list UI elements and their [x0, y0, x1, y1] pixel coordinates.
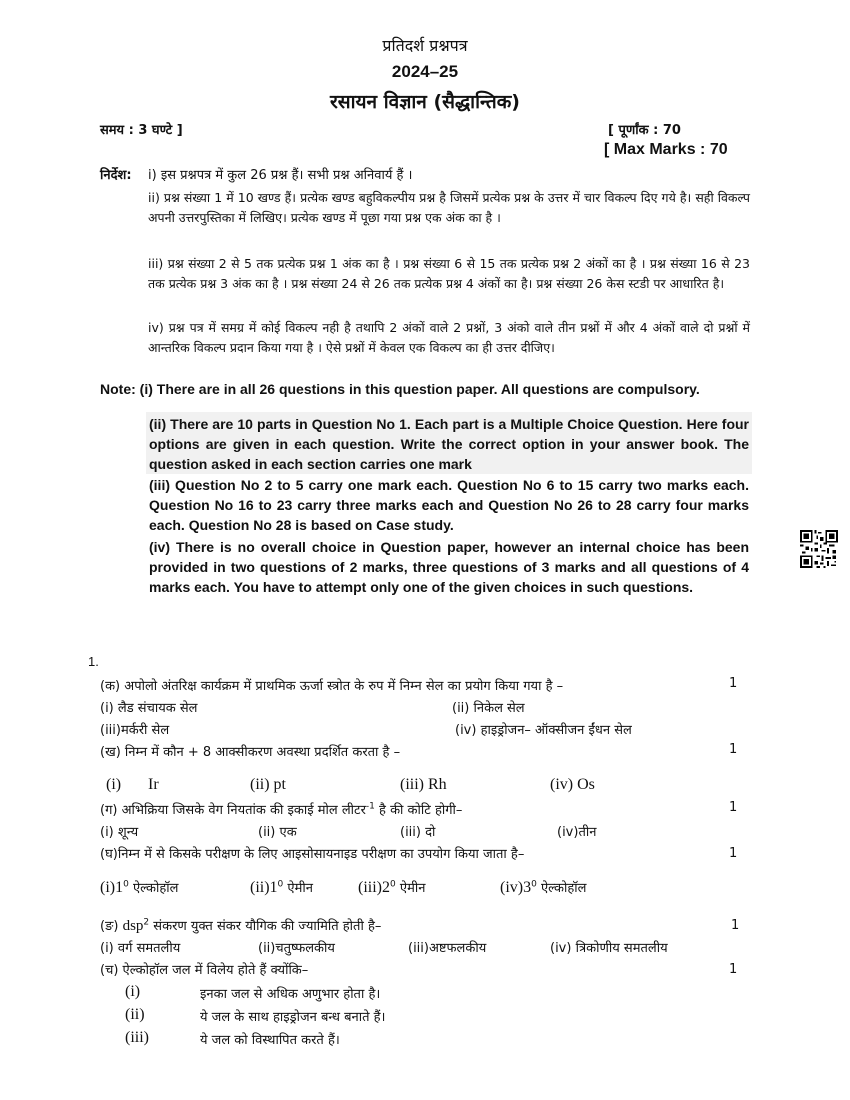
paper-subject: रसायन विज्ञान (सैद्धान्तिक): [330, 91, 520, 113]
option-ga-iii: (iii) दो: [400, 825, 436, 840]
question-nga: [100, 916, 381, 935]
option-gha-iii-label: (iii)2: [358, 879, 390, 896]
question-ga-exponent: -1: [365, 801, 375, 812]
question-ga-text: (ग) अभिक्रिया जिसके वेग नियतांक की इकाई मोल लीटर: [100, 803, 366, 818]
option-cha-i-label: (i): [125, 983, 141, 1000]
mark-ka: 1: [729, 676, 738, 691]
paper-year: 2024–25: [391, 62, 459, 81]
instruction-hi-iii: iii) प्रश्न संख्या 2 से 5 तक प्रत्येक प्रश्न 1 अंक का है । प्रश्न संख्या 6 से 15 तक प्रत्येक प्रश्न 2 अंकों का है । प्रश्न संख्या 16 से 23 तक प्रत्येक प्रश्न 3 अंक का है । प्रश्न संख्या 24 से 26 तक प्रत्येक प्रश्न 4 अंकों का है। प्रश्न संख्या 26 केस स्टडी पर आधारित है।: [148, 256, 750, 291]
time-allowed: समय : 3 घण्टे ]: [100, 123, 183, 138]
option-gha-iii: [358, 878, 425, 897]
qr-code-icon: [800, 530, 838, 568]
max-marks: [ Max Marks : 70: [604, 141, 728, 158]
option-kha-i: (i): [106, 776, 122, 793]
option-gha-ii: [250, 878, 313, 897]
option-ga-i: (i) शून्य: [100, 825, 139, 840]
option-ga-ii: (ii) एक: [258, 825, 297, 840]
mark-ga: 1: [729, 800, 738, 815]
question-cha: (च) ऐल्कोहॉल जल में विलेय होते हैं क्योंकि–: [100, 963, 309, 978]
option-ka-ii: (ii) निकेल सेल: [452, 701, 525, 716]
degree-sup: 0: [123, 879, 129, 890]
option-nga-iv: (iv) त्रिकोणीय समतलीय: [550, 941, 668, 956]
option-kha-iii: (iii) Rh: [400, 776, 447, 793]
option-gha-iv: [500, 878, 586, 897]
question-nga-label: (ङ): [100, 919, 119, 934]
option-cha-ii-label: (ii): [125, 1006, 145, 1023]
question-nga-text: संकरण युक्त संकर यौगिक की ज्यामिति होती है–: [153, 919, 382, 934]
question-ga-text-end: है की कोटि होगी–: [379, 803, 463, 818]
option-kha-iv: (iv) Os: [550, 776, 595, 793]
option-ka-i: (i) लैड संचायक सेल: [100, 701, 198, 716]
dsp-sup: 2: [143, 917, 150, 928]
degree-sup: 0: [277, 879, 284, 890]
option-cha-ii-text: ये जल के साथ हाइड्रोजन बन्ध बनाते हैं।: [200, 1010, 386, 1025]
option-gha-i-text: ऐल्कोहॉल: [132, 881, 179, 896]
option-gha-ii-label: (ii)1: [250, 879, 278, 896]
instruction-hi-ii: ii) प्रश्न संख्या 1 में 10 खण्ड हैं। प्रत्येक खण्ड बहुविकल्पीय प्रश्न है जिसमें प्रत्येक प्रश्न के उत्तर में चार विकल्प दिए गये है। सही विकल्प अपनी उत्तरपुस्तिका में लिखिए। प्रत्येक खण्ड में पूछा गया प्रश्न एक अंक का है ।: [148, 190, 750, 225]
dsp-term: dsp: [122, 918, 144, 934]
instruction-en-iii: (iii) Question No 2 to 5 carry one mark each. Question No 6 to 15 carry two marks each. Question No 16 to 23 carry three marks each and Question No 26 to 28 carry four marks each. Question No 28 is based on Case study.: [149, 477, 749, 533]
option-gha-i-label: (i)1: [100, 879, 124, 896]
option-kha-ii: (ii) pt: [250, 776, 286, 793]
instruction-en-iv: (iv) There is no overall choice in Question paper, however an internal choice has been provided in two questions of 2 marks, three questions of 3 marks and all questions of 4 marks each. You have to attempt only one of the given choices in such questions.: [149, 539, 749, 595]
option-ka-iv: (iv) हाइड्रोजन– ऑक्सीजन ईंधन सेल: [455, 723, 632, 738]
degree-sup: 0: [390, 879, 396, 890]
option-gha-iii-text: ऐमीन: [399, 881, 426, 896]
mark-gha: 1: [729, 846, 738, 861]
full-marks: [ पूर्णांक : 70: [608, 123, 681, 138]
degree-sup: 0: [531, 879, 537, 890]
question-kha: (ख) निम्न में कौन + 8 आक्सीकरण अवस्था प्रदर्शित करता है –: [100, 745, 401, 760]
mark-cha: 1: [729, 962, 738, 977]
option-cha-iii-text: ये जल को विस्थापित करते हैं।: [200, 1033, 340, 1048]
option-kha-i-value: Ir: [148, 776, 159, 793]
option-nga-ii: (ii)चतुष्फलकीय: [258, 941, 335, 956]
instructions-label: निर्देश:: [100, 168, 132, 183]
question-ka: (क) अपोलो अंतरिक्ष कार्यक्रम में प्राथमिक ऊर्जा स्त्रोत के रुप में निम्न सेल का प्रयोग किया गया है –: [100, 679, 564, 694]
instruction-en-note: Note: (i) There are in all 26 questions in this question paper. All questions are compulsory.: [100, 381, 700, 397]
option-nga-i: (i) वर्ग समतलीय: [100, 941, 181, 956]
question-gha: (घ)निम्न में से किसके परीक्षण के लिए आइसोसायनाइड परीक्षण का उपयोग किया जाता है–: [100, 847, 525, 862]
instruction-en-ii: (ii) There are 10 parts in Question No 1. Each part is a Multiple Choice Question. Here four options are given in each question. Write the correct option in your answer book. The question asked in each section carries one mark: [149, 416, 749, 472]
option-cha-i-text: इनका जल से अधिक अणुभार होता है।: [200, 987, 381, 1002]
instruction-hi-iv: iv) प्रश्न पत्र में समग्र में कोई विकल्प नही है तथापि 2 अंकों वाले 2 प्रश्नों, 3 अंको वाले तीन प्रश्नों में और 4 अंकों वाले दो प्रश्नों में आन्तरिक विकल्प प्रदान किया गया है । ऐसे प्रश्नों में केवल एक विकल्प का ही उत्तर दीजिए।: [148, 320, 750, 355]
option-ka-iii: (iii)मर्करी सेल: [100, 723, 170, 738]
paper-title: प्रतिदर्श प्रश्नपत्र: [382, 36, 468, 55]
mark-kha: 1: [729, 742, 738, 757]
option-gha-i: [100, 878, 178, 897]
option-gha-iv-label: (iv)3: [500, 879, 532, 896]
option-ga-iv: (iv)तीन: [557, 825, 597, 840]
option-gha-ii-text: ऐमीन: [287, 881, 313, 896]
mark-nga: 1: [731, 918, 740, 933]
instruction-hi-i: i) इस प्रश्नपत्र में कुल 26 प्रश्न हैं। सभी प्रश्न अनिवार्य हैं ।: [148, 168, 413, 183]
option-cha-iii-label: (iii): [125, 1029, 149, 1046]
question-ga: [100, 800, 462, 818]
option-gha-iv-text: ऐल्कोहॉल: [540, 881, 587, 896]
option-nga-iii: (iii)अष्टफलकीय: [408, 941, 487, 956]
question-number: 1.: [88, 654, 99, 669]
